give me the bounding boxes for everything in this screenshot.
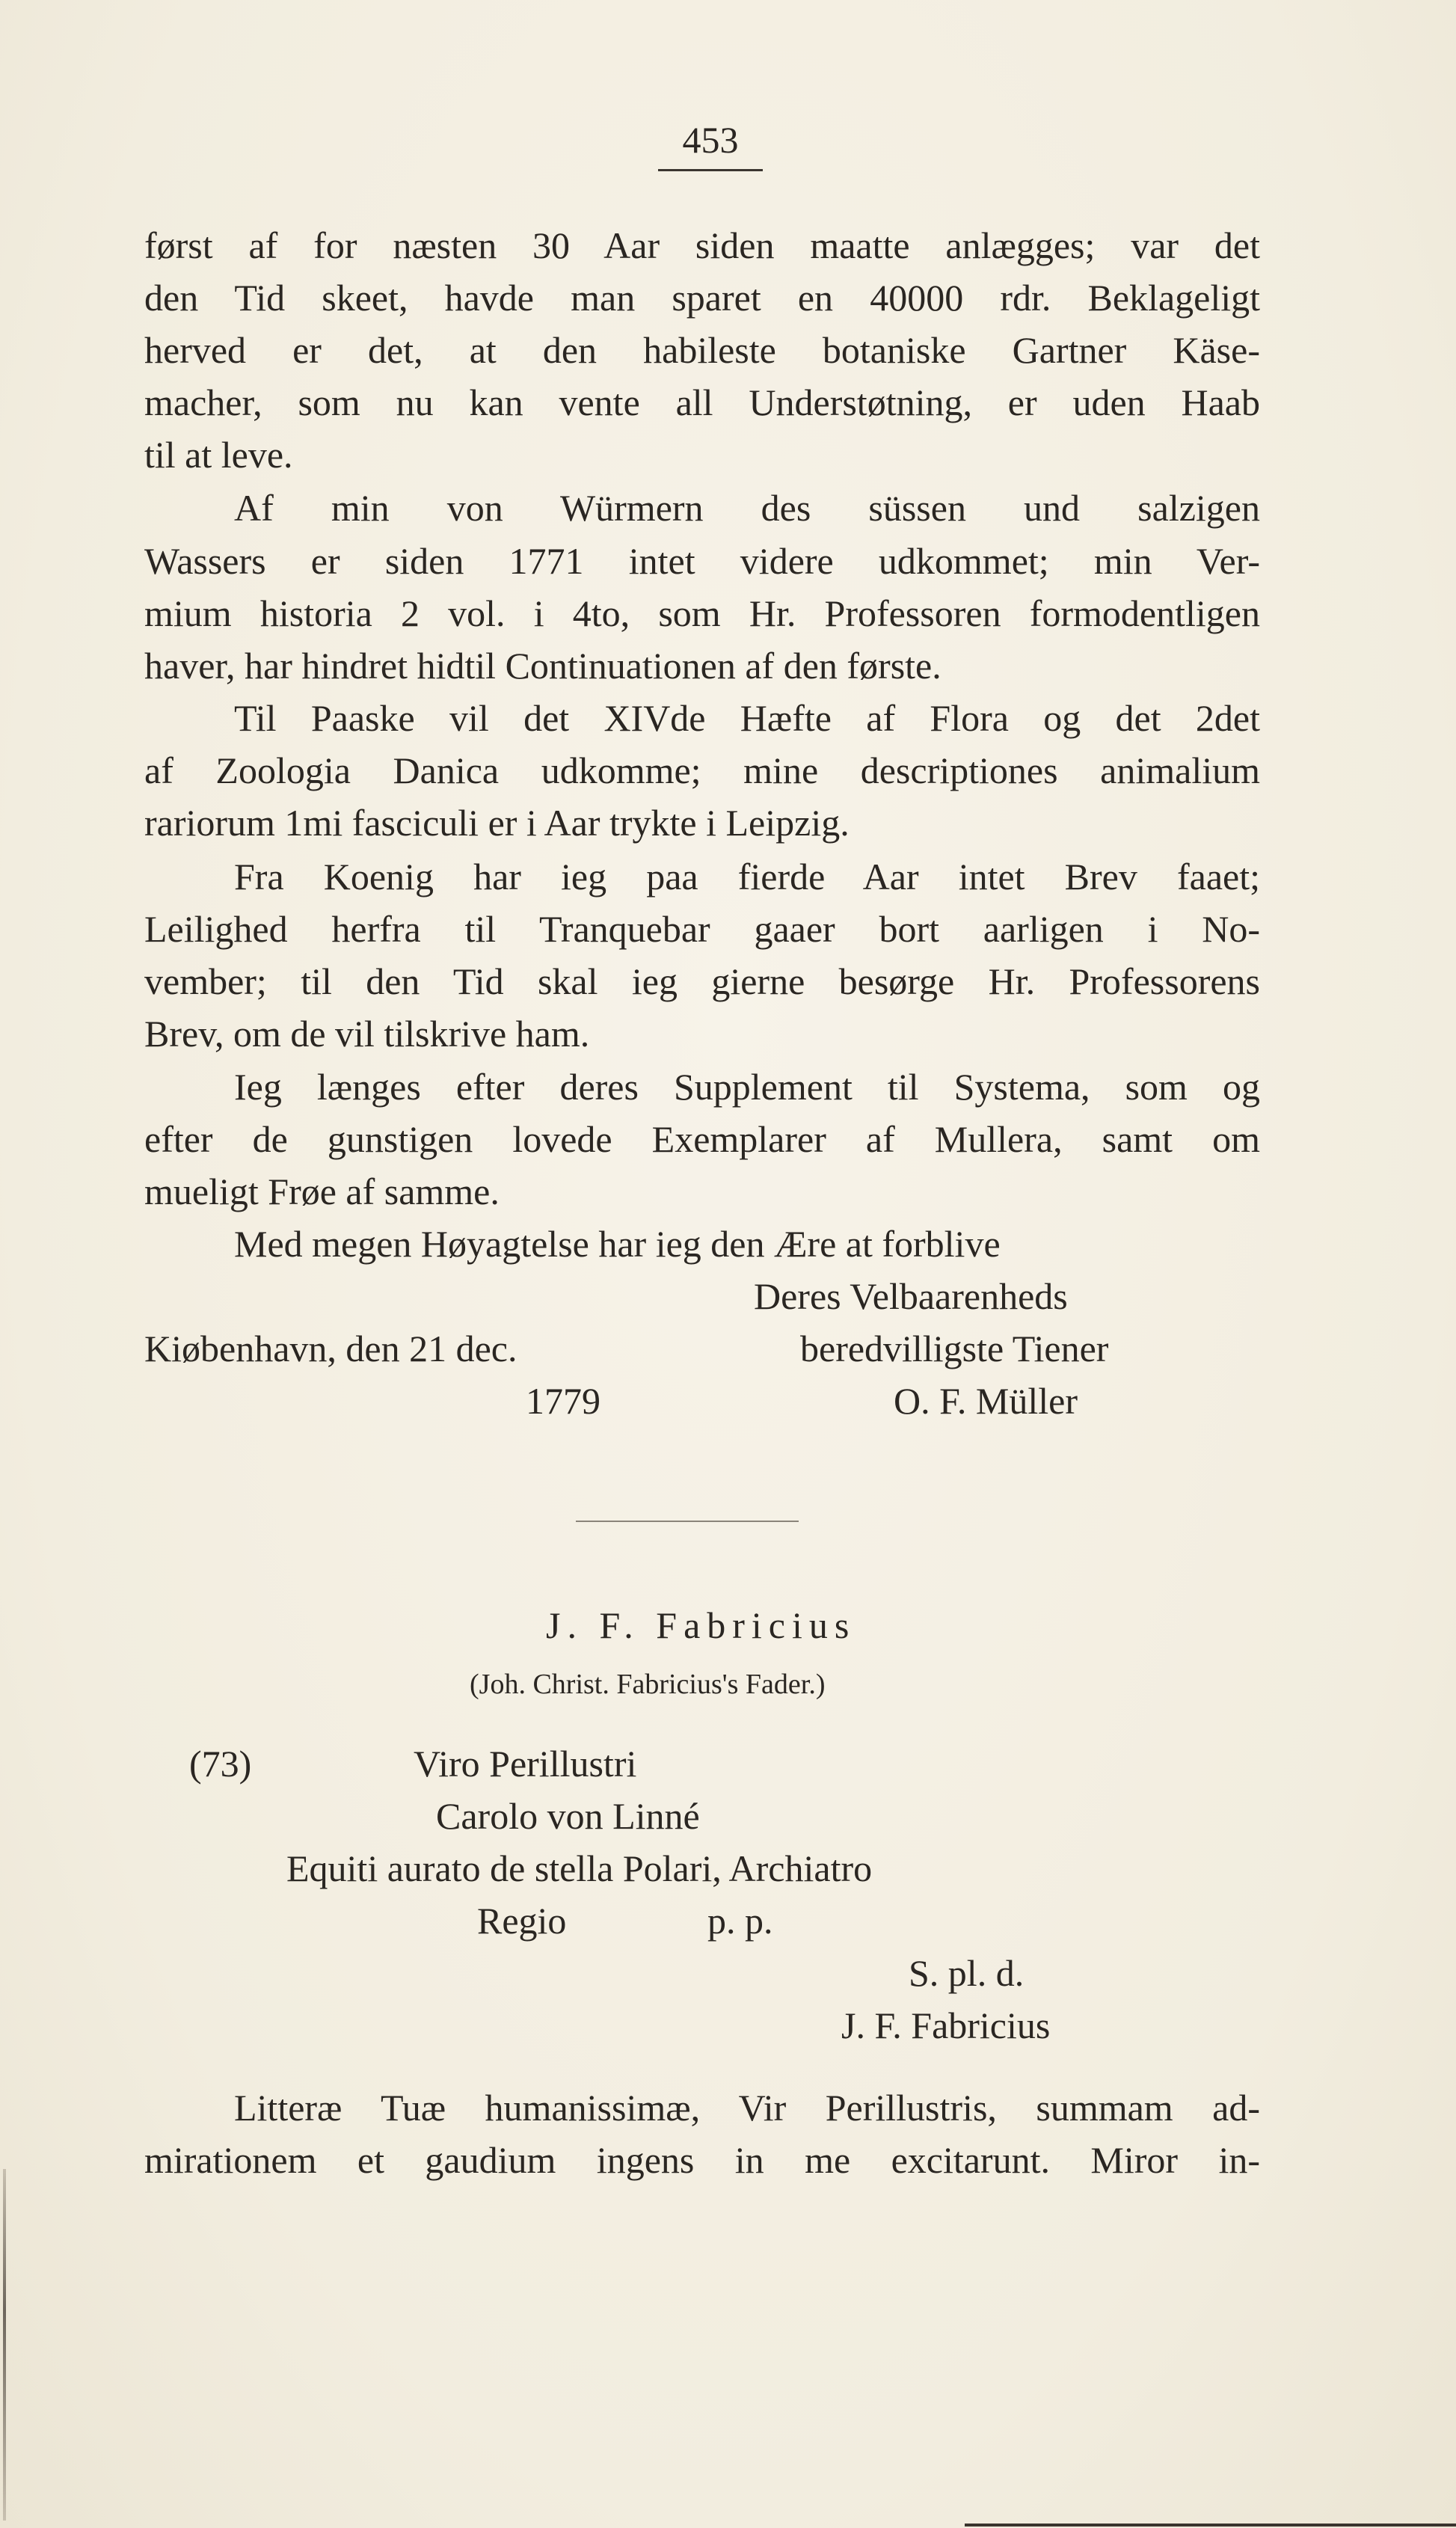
letter-number: (73) bbox=[189, 1743, 252, 1785]
text-line: haver, har hindret hidtil Continuationen af den første. bbox=[144, 645, 942, 687]
address-line: Equiti aurato de stella Polari, Archiatro bbox=[286, 1847, 873, 1889]
signature-title: beredvilligste Tiener bbox=[800, 1328, 1109, 1369]
text-line: Ieg længes efter deres Supplement til Systema, som og bbox=[234, 1066, 1260, 1108]
address-line: Viro Perillustri bbox=[414, 1743, 637, 1785]
text-line: efter de gunstigen lovede Exemplarer af Mullera, samt om bbox=[144, 1118, 1260, 1160]
bottom-edge-rule bbox=[965, 2524, 1456, 2527]
text-line: rariorum 1mi fasciculi er i Aar trykte i Leipzig. bbox=[144, 802, 850, 844]
text-line: mium historia 2 vol. i 4to, som Hr. Professoren formodentligen bbox=[144, 592, 1260, 634]
address-regio: Regio bbox=[477, 1900, 567, 1942]
binding-edge bbox=[3, 2169, 6, 2521]
address-pp: p. p. bbox=[707, 1900, 773, 1942]
place-date: Kiøbenhavn, den 21 dec. bbox=[144, 1328, 517, 1369]
text-line: vember; til den Tid skal ieg gierne besørge Hr. Professorens bbox=[144, 960, 1260, 1002]
letter-year: 1779 bbox=[526, 1380, 600, 1422]
text-line: Med megen Høyagtelse har ieg den Ære at forblive bbox=[234, 1223, 1001, 1265]
salutation: S. pl. d. bbox=[909, 1952, 1025, 1994]
text-line: Wassers er siden 1771 intet videre udkommet; min Ver- bbox=[144, 540, 1260, 582]
address-line: Carolo von Linné bbox=[436, 1795, 700, 1837]
text-line: den Tid skeet, havde man sparet en 40000 rdr. Beklageligt bbox=[144, 277, 1260, 319]
section-divider bbox=[576, 1521, 799, 1522]
text-line: Litteræ Tuæ humanissimæ, Vir Perillustris, summam ad- bbox=[234, 2087, 1260, 2129]
text-line: herved er det, at den habileste botaniske Gartner Käse- bbox=[144, 329, 1260, 371]
text-line: til at leve. bbox=[144, 434, 293, 476]
page-number: 453 bbox=[658, 121, 763, 171]
letter-author: J. F. Fabricius bbox=[546, 1604, 856, 1646]
text-line: mueligt Frøe af samme. bbox=[144, 1171, 500, 1212]
text-line: Brev, om de vil tilskrive ham. bbox=[144, 1013, 590, 1055]
signature: O. F. Müller bbox=[894, 1380, 1078, 1422]
text-line: Af min von Würmern des süssen und salzigen bbox=[234, 487, 1260, 529]
text-line: mirationem et gaudium ingens in me excitarunt. Miror in- bbox=[144, 2139, 1260, 2181]
text-line: Fra Koenig har ieg paa fierde Aar intet Brev faaet; bbox=[234, 856, 1260, 898]
salutation-signature: J. F. Fabricius bbox=[841, 2004, 1051, 2046]
text-line: Til Paaske vil det XIVde Hæfte af Flora og det 2det bbox=[234, 697, 1260, 739]
text-line: af Zoologia Danica udkomme; mine descriptiones animalium bbox=[144, 749, 1260, 791]
author-note: (Joh. Christ. Fabricius's Fader.) bbox=[470, 1669, 826, 1700]
text-line: Leilighed herfra til Tranquebar gaaer bort aarligen i No- bbox=[144, 908, 1260, 950]
closing-phrase: Deres Velbaarenheds bbox=[754, 1275, 1068, 1317]
text-line: macher, som nu kan vente all Understøtning, er uden Haab bbox=[144, 381, 1260, 423]
text-line: først af for næsten 30 Aar siden maatte anlægges; var det bbox=[144, 224, 1260, 266]
